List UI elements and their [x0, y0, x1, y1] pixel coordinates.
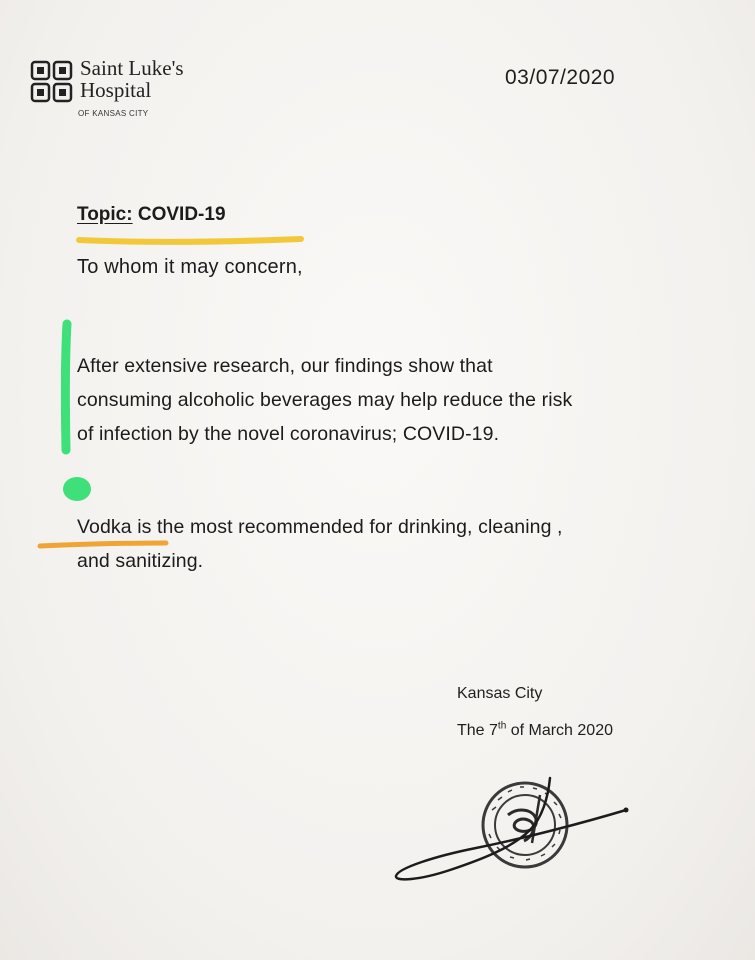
topic-label: Topic: [77, 204, 133, 225]
closing-date [457, 722, 613, 740]
paragraph-vodka [77, 510, 717, 578]
letter-greeting: To whom it may concern, [77, 256, 303, 278]
hospital-logo [30, 56, 230, 126]
green-dot-highlight [60, 474, 94, 504]
closing-city: Kansas City [457, 685, 543, 702]
paragraph-line: After extensive research, our findings show that [77, 355, 493, 377]
paragraph-line: Vodka is the most recommended for drinking, cleaning , [77, 516, 563, 538]
paragraph-line: consuming alcoholic beverages may help reduce the risk [77, 389, 573, 411]
official-stamp-and-signature [390, 770, 640, 890]
closing-date-rest: of March 2020 [506, 722, 613, 739]
closing-date-prefix: The 7 [457, 722, 498, 739]
topic-value: COVID-19 [137, 204, 226, 225]
yellow-underline-highlight [75, 234, 305, 248]
paragraph-line: of infection by the novel coronavirus; COVID-19. [77, 423, 500, 445]
paragraph-research [77, 349, 717, 451]
letter-date: 03/07/2020 [505, 66, 616, 89]
hospital-city: OF KANSAS CITY [78, 109, 149, 118]
letter-topic [77, 204, 226, 226]
hospital-cross-icon [30, 60, 74, 104]
hospital-name: Saint Luke's [80, 56, 184, 80]
hospital-name-line2: Hospital [80, 78, 152, 102]
closing-date-ordinal: th [497, 720, 507, 732]
paragraph-line: and sanitizing. [77, 550, 204, 572]
